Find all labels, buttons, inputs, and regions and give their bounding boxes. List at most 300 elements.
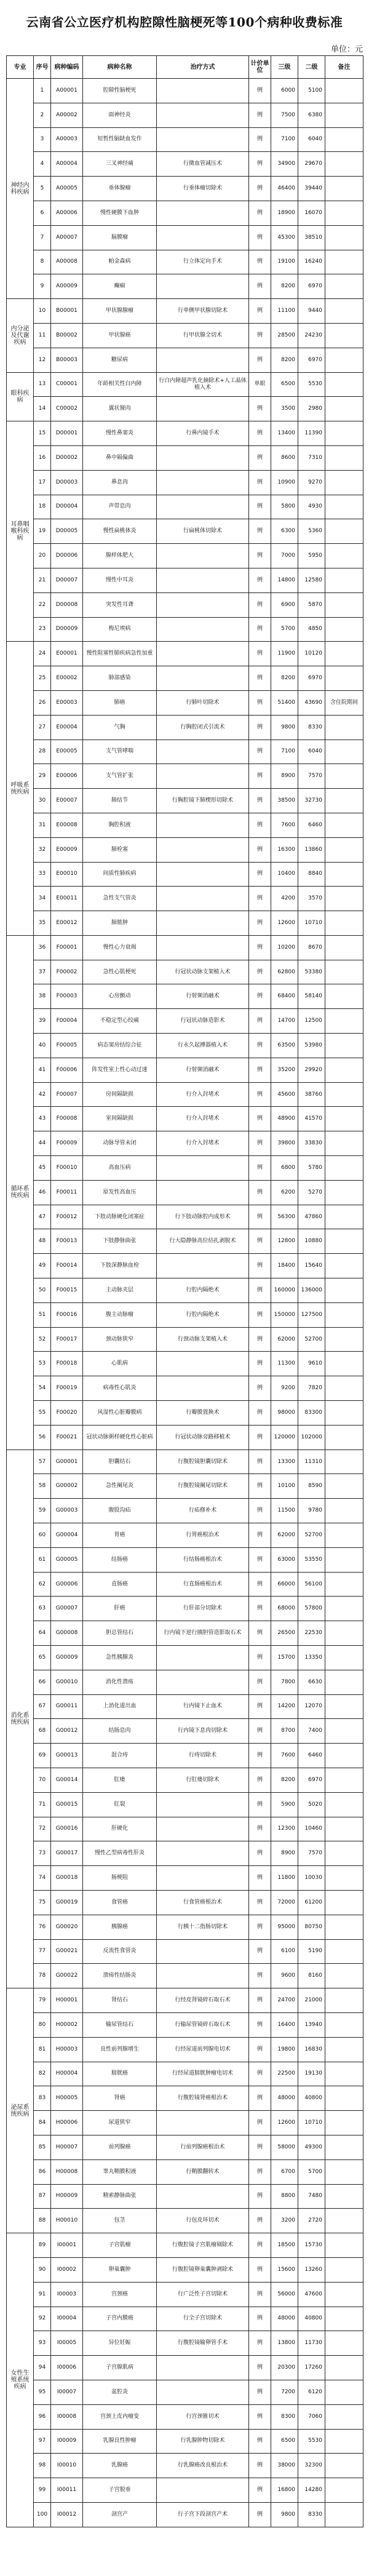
- method-cell: 行内镜下止血术: [157, 1694, 249, 1719]
- code-cell: F00010: [51, 1156, 83, 1181]
- unit-cell: 例: [249, 397, 271, 421]
- method-cell: [157, 887, 249, 911]
- table-row: [7, 2012, 363, 2037]
- method-cell: 行大隐静脉高位结扎剥脱术: [157, 1229, 249, 1254]
- unit-cell: 例: [249, 1547, 271, 1572]
- name-cell: 精索静脉曲张: [83, 2184, 157, 2209]
- number-cell: 36: [34, 935, 51, 960]
- number-cell: 49: [34, 1254, 51, 1278]
- table-row: [7, 2184, 363, 2209]
- note-cell: [325, 299, 363, 324]
- table-row: [7, 177, 363, 201]
- code-cell: I00010: [51, 2454, 83, 2478]
- number-cell: 4: [34, 152, 51, 177]
- price-level2-cell: 11390: [298, 421, 325, 446]
- note-cell: [325, 1719, 363, 1744]
- table-row: [7, 911, 363, 936]
- price-level2-cell: 8330: [298, 2502, 325, 2527]
- price-level2-cell: 83300: [298, 1401, 325, 1426]
- code-cell: G00013: [51, 1744, 83, 1768]
- note-cell: [325, 911, 363, 936]
- table-row: [7, 1474, 363, 1499]
- unit-cell: 例: [249, 348, 271, 372]
- price-level3-cell: 10900: [271, 470, 298, 495]
- code-cell: A00002: [51, 103, 83, 127]
- note-cell: [325, 2356, 363, 2380]
- number-cell: 40: [34, 1034, 51, 1058]
- number-cell: 75: [34, 1890, 51, 1915]
- name-cell: 慢性中耳炎: [83, 568, 157, 592]
- number-cell: 27: [34, 715, 51, 740]
- number-cell: 73: [34, 1841, 51, 1866]
- note-cell: [325, 1547, 363, 1572]
- name-cell: 不稳定型心绞痛: [83, 1009, 157, 1034]
- price-level3-cell: 16300: [271, 837, 298, 862]
- price-level2-cell: 11730: [298, 2331, 325, 2356]
- price-level3-cell: 68400: [271, 984, 298, 1009]
- number-cell: 86: [34, 2159, 51, 2184]
- unit-cell: 例: [249, 299, 271, 324]
- name-cell: 宫颈癌: [83, 2282, 157, 2307]
- table-row: [7, 1694, 363, 1719]
- unit-cell: 例: [249, 2209, 271, 2233]
- method-cell: 行鼻内镜手术: [157, 421, 249, 446]
- unit-cell: 例: [249, 2331, 271, 2356]
- name-cell: 胰腺癌: [83, 1915, 157, 1939]
- note-cell: [325, 372, 363, 397]
- unit-cell: 例: [249, 1792, 271, 1817]
- note-cell: [325, 1744, 363, 1768]
- note-cell: [325, 445, 363, 470]
- table-row: [7, 1621, 363, 1646]
- method-cell: 行内镜下逆行胰胆管造影取石术: [157, 1621, 249, 1646]
- table-row: [7, 2086, 363, 2111]
- number-cell: 34: [34, 887, 51, 911]
- note-cell: [325, 2307, 363, 2331]
- unit-cell: 例: [249, 1327, 271, 1352]
- name-cell: 突发性耳聋: [83, 592, 157, 617]
- name-cell: 急性胰腺炎: [83, 1646, 157, 1670]
- code-cell: I00008: [51, 2404, 83, 2429]
- unit-cell: 例: [249, 421, 271, 446]
- code-cell: F00009: [51, 1131, 83, 1156]
- note-cell: [325, 1009, 363, 1034]
- table-row: [7, 1205, 363, 1229]
- table-row: [7, 2356, 363, 2380]
- code-cell: I00006: [51, 2356, 83, 2380]
- price-level2-cell: 9440: [298, 299, 325, 324]
- price-level2-cell: 32300: [298, 2454, 325, 2478]
- unit-cell: 例: [249, 862, 271, 887]
- unit-cell: 例: [249, 274, 271, 299]
- number-cell: 80: [34, 2012, 51, 2037]
- number-cell: 20: [34, 544, 51, 568]
- note-cell: [325, 1376, 363, 1401]
- method-cell: 行疝修补术: [157, 1499, 249, 1523]
- method-cell: [157, 103, 249, 127]
- number-cell: 55: [34, 1401, 51, 1426]
- note-cell: [325, 1768, 363, 1792]
- code-cell: G00011: [51, 1694, 83, 1719]
- price-level3-cell: 3200: [271, 2209, 298, 2233]
- note-cell: [325, 2454, 363, 2478]
- number-cell: 77: [34, 1939, 51, 1964]
- price-level3-cell: 18900: [271, 201, 298, 225]
- number-cell: 71: [34, 1792, 51, 1817]
- note-cell: [325, 764, 363, 789]
- name-cell: 结肠癌: [83, 1547, 157, 1572]
- name-cell: 急性心肌梗死: [83, 960, 157, 984]
- method-cell: [157, 935, 249, 960]
- price-level3-cell: 11500: [271, 1499, 298, 1523]
- number-cell: 43: [34, 1107, 51, 1131]
- method-cell: [157, 2380, 249, 2404]
- number-cell: 9: [34, 274, 51, 299]
- number-cell: 84: [34, 2111, 51, 2135]
- number-cell: 87: [34, 2184, 51, 2209]
- method-cell: [157, 2184, 249, 2209]
- note-cell: [325, 813, 363, 837]
- price-level2-cell: 56100: [298, 1572, 325, 1597]
- price-level2-cell: 6630: [298, 1670, 325, 1694]
- name-cell: 腔隙性脑梗死: [83, 79, 157, 103]
- code-cell: C00002: [51, 397, 83, 421]
- price-level2-cell: 7060: [298, 2404, 325, 2429]
- name-cell: 腹主动脉瘤: [83, 1302, 157, 1327]
- price-level2-cell: 17260: [298, 2356, 325, 2380]
- unit-cell: 例: [249, 1866, 271, 1891]
- method-cell: 行甲状腺全切术: [157, 323, 249, 348]
- unit-cell: 例: [249, 2380, 271, 2404]
- method-cell: 行结肠癌根治术: [157, 1547, 249, 1572]
- table-row: [7, 1915, 363, 1939]
- table-row: [7, 2135, 363, 2159]
- name-cell: 包茎: [83, 2209, 157, 2233]
- note-cell: [325, 935, 363, 960]
- method-cell: [157, 666, 249, 691]
- unit-cell: 例: [249, 1988, 271, 2013]
- price-level2-cell: 6040: [298, 127, 325, 152]
- price-level3-cell: 150000: [271, 1302, 298, 1327]
- method-cell: [157, 592, 249, 617]
- specialty-cell: 呼吸系统疾病: [7, 642, 34, 936]
- unit-cell: 例: [249, 1841, 271, 1866]
- price-level3-cell: 7600: [271, 813, 298, 837]
- specialty-cell: 消化系统疾病: [7, 1449, 34, 1988]
- price-level2-cell: 7820: [298, 1376, 325, 1401]
- code-cell: G00001: [51, 1449, 83, 1474]
- number-cell: 19: [34, 519, 51, 544]
- method-cell: 行介入封堵术: [157, 1131, 249, 1156]
- name-cell: 甲状腺癌: [83, 323, 157, 348]
- code-cell: F00012: [51, 1205, 83, 1229]
- code-cell: I00011: [51, 2478, 83, 2503]
- note-cell: [325, 2257, 363, 2282]
- price-level2-cell: 40800: [298, 2307, 325, 2331]
- table-row: [7, 837, 363, 862]
- price-level2-cell: 3570: [298, 887, 325, 911]
- name-cell: 三叉神经痛: [83, 152, 157, 177]
- unit-cell: 例: [249, 1474, 271, 1499]
- code-cell: D00005: [51, 519, 83, 544]
- price-level2-cell: 5100: [298, 79, 325, 103]
- number-cell: 78: [34, 1964, 51, 1988]
- method-cell: [157, 495, 249, 519]
- price-level3-cell: 56000: [271, 2282, 298, 2307]
- note-cell: [325, 127, 363, 152]
- code-cell: D00006: [51, 544, 83, 568]
- name-cell: 反流性食管炎: [83, 1939, 157, 1964]
- col-note: 备注: [325, 56, 363, 79]
- price-level2-cell: 10880: [298, 1229, 325, 1254]
- note-cell: [325, 79, 363, 103]
- code-cell: F00007: [51, 1082, 83, 1107]
- unit-cell: 例: [249, 1817, 271, 1841]
- method-cell: [157, 862, 249, 887]
- name-cell: 肠梗阻: [83, 1866, 157, 1891]
- name-cell: 子宫内膜癌: [83, 2307, 157, 2331]
- number-cell: 38: [34, 984, 51, 1009]
- price-level3-cell: 35200: [271, 1058, 298, 1082]
- method-cell: 行扁桃体切除术: [157, 519, 249, 544]
- number-cell: 98: [34, 2454, 51, 2478]
- price-level2-cell: 6380: [298, 103, 325, 127]
- number-cell: 16: [34, 445, 51, 470]
- unit-cell: 例: [249, 568, 271, 592]
- unit-cell: 例: [249, 1523, 271, 1548]
- method-cell: 行立体定向手术: [157, 250, 249, 274]
- note-cell: [325, 103, 363, 127]
- name-cell: 翼状胬肉: [83, 397, 157, 421]
- price-level3-cell: 7500: [271, 103, 298, 127]
- table-row: [7, 1768, 363, 1792]
- name-cell: 胸腔积液: [83, 813, 157, 837]
- price-level2-cell: 5780: [298, 1156, 325, 1181]
- price-level2-cell: 15730: [298, 2233, 325, 2258]
- method-cell: [157, 1352, 249, 1376]
- table-row: [7, 2209, 363, 2233]
- price-level3-cell: 22500: [271, 2062, 298, 2086]
- name-cell: 乳腺癌: [83, 2454, 157, 2478]
- code-cell: G00008: [51, 1621, 83, 1646]
- method-cell: 行微血管减压术: [157, 152, 249, 177]
- price-level3-cell: 18500: [271, 2233, 298, 2258]
- code-cell: I00007: [51, 2380, 83, 2404]
- price-level2-cell: 8330: [298, 715, 325, 740]
- number-cell: 22: [34, 592, 51, 617]
- method-cell: [157, 445, 249, 470]
- number-cell: 88: [34, 2209, 51, 2233]
- method-cell: [157, 1817, 249, 1841]
- name-cell: 胆总管结石: [83, 1621, 157, 1646]
- price-level3-cell: 38500: [271, 789, 298, 813]
- price-level3-cell: 45600: [271, 1082, 298, 1107]
- name-cell: 癫痫: [83, 274, 157, 299]
- name-cell: 良性前列腺增生: [83, 2037, 157, 2062]
- code-cell: G00005: [51, 1547, 83, 1572]
- price-level2-cell: 6120: [298, 2380, 325, 2404]
- method-cell: [157, 225, 249, 250]
- price-level3-cell: 7100: [271, 127, 298, 152]
- note-cell: [325, 2429, 363, 2454]
- name-cell: 卵巢囊肿: [83, 2257, 157, 2282]
- code-cell: E00011: [51, 887, 83, 911]
- unit-cell: 例: [249, 837, 271, 862]
- table-row: [7, 323, 363, 348]
- name-cell: 糖尿病: [83, 348, 157, 372]
- method-cell: 行食管癌根治术: [157, 1890, 249, 1915]
- price-level2-cell: 8590: [298, 1474, 325, 1499]
- price-level3-cell: 9200: [271, 1376, 298, 1401]
- price-level2-cell: 7310: [298, 445, 325, 470]
- price-level3-cell: 13400: [271, 421, 298, 446]
- method-cell: [157, 1841, 249, 1866]
- unit-cell: 例: [249, 323, 271, 348]
- unit-cell: 例: [249, 2086, 271, 2111]
- price-level3-cell: 12800: [271, 1229, 298, 1254]
- price-level2-cell: 8840: [298, 862, 325, 887]
- number-cell: 32: [34, 837, 51, 862]
- number-cell: 94: [34, 2356, 51, 2380]
- number-cell: 76: [34, 1915, 51, 1939]
- method-cell: [157, 1670, 249, 1694]
- price-level2-cell: 11310: [298, 1449, 325, 1474]
- name-cell: 原发性高血压: [83, 1180, 157, 1205]
- unit-cell: 例: [249, 1302, 271, 1327]
- code-cell: G00003: [51, 1499, 83, 1523]
- specialty-cell: 神经内科疾病: [7, 79, 34, 299]
- table-row: [7, 984, 363, 1009]
- table-row: [7, 2307, 363, 2331]
- note-cell: [325, 1915, 363, 1939]
- code-cell: G00014: [51, 1768, 83, 1792]
- name-cell: 前列腺癌: [83, 2135, 157, 2159]
- method-cell: [157, 127, 249, 152]
- unit-cell: 例: [249, 1939, 271, 1964]
- price-level2-cell: 13260: [298, 2257, 325, 2282]
- col-specialty: 专业: [7, 56, 34, 79]
- note-cell: [325, 862, 363, 887]
- specialty-cell: 眼科疾病: [7, 372, 34, 421]
- unit-cell: 例: [249, 2012, 271, 2037]
- number-cell: 70: [34, 1768, 51, 1792]
- method-cell: [157, 1866, 249, 1891]
- number-cell: 41: [34, 1058, 51, 1082]
- table-row: [7, 2233, 363, 2258]
- unit-cell: 例: [249, 1229, 271, 1254]
- code-cell: H00010: [51, 2209, 83, 2233]
- specialty-cell: 循环系统疾病: [7, 935, 34, 1449]
- price-level2-cell: 40800: [298, 2086, 325, 2111]
- table-row: [7, 813, 363, 837]
- price-level3-cell: 38000: [271, 2454, 298, 2478]
- unit-cell: 例: [249, 2184, 271, 2209]
- table-row: [7, 1302, 363, 1327]
- method-cell: [157, 1254, 249, 1278]
- price-level3-cell: 72000: [271, 1890, 298, 1915]
- code-cell: E00005: [51, 740, 83, 764]
- unit-cell: 例: [249, 2404, 271, 2429]
- code-cell: F00005: [51, 1034, 83, 1058]
- price-level2-cell: 14280: [298, 2478, 325, 2503]
- number-cell: 50: [34, 1278, 51, 1303]
- price-level3-cell: 10100: [271, 1474, 298, 1499]
- number-cell: 67: [34, 1694, 51, 1719]
- number-cell: 89: [34, 2233, 51, 2258]
- name-cell: 支气管扩张: [83, 764, 157, 789]
- number-cell: 10: [34, 299, 51, 324]
- number-cell: 53: [34, 1352, 51, 1376]
- price-level3-cell: 18400: [271, 1254, 298, 1278]
- unit-cell: 例: [249, 2454, 271, 2478]
- number-cell: 28: [34, 740, 51, 764]
- table-row: [7, 1131, 363, 1156]
- name-cell: 慢性乙型病毒性肝炎: [83, 1841, 157, 1866]
- unit-cell: 例: [249, 519, 271, 544]
- method-cell: [157, 1180, 249, 1205]
- price-level3-cell: 26500: [271, 1621, 298, 1646]
- note-cell: [325, 887, 363, 911]
- price-level3-cell: 8200: [271, 348, 298, 372]
- code-cell: D00001: [51, 421, 83, 446]
- price-level3-cell: 34900: [271, 152, 298, 177]
- note-cell: [325, 1841, 363, 1866]
- price-level3-cell: 9800: [271, 715, 298, 740]
- name-cell: 子宫腺肌病: [83, 2356, 157, 2380]
- table-row: [7, 397, 363, 421]
- code-cell: E00007: [51, 789, 83, 813]
- name-cell: 脑膜瘤: [83, 225, 157, 250]
- price-level3-cell: 11300: [271, 1352, 298, 1376]
- table-row: [7, 1939, 363, 1964]
- name-cell: 直肠癌: [83, 1572, 157, 1597]
- unit-cell: 例: [249, 592, 271, 617]
- price-level2-cell: 5020: [298, 1792, 325, 1817]
- price-level3-cell: 14200: [271, 1694, 298, 1719]
- table-row: [7, 274, 363, 299]
- table-row: [7, 152, 363, 177]
- price-level3-cell: 13300: [271, 1449, 298, 1474]
- price-level3-cell: 66000: [271, 1572, 298, 1597]
- price-level3-cell: 120000: [271, 1425, 298, 1449]
- table-row: [7, 79, 363, 103]
- number-cell: 18: [34, 495, 51, 519]
- table-row: [7, 348, 363, 372]
- price-level2-cell: 29920: [298, 1058, 325, 1082]
- unit-cell: 例: [249, 935, 271, 960]
- table-row: [7, 1744, 363, 1768]
- unit-cell: 例: [249, 1082, 271, 1107]
- number-cell: 48: [34, 1229, 51, 1254]
- unit-cell: 例: [249, 2037, 271, 2062]
- code-cell: E00003: [51, 690, 83, 715]
- note-cell: [325, 1866, 363, 1891]
- code-cell: B00001: [51, 299, 83, 324]
- table-row: [7, 1523, 363, 1548]
- unit-cell: 例: [249, 495, 271, 519]
- unit-cell: 例: [249, 1180, 271, 1205]
- name-cell: 声带息肉: [83, 495, 157, 519]
- price-level2-cell: 80750: [298, 1915, 325, 1939]
- code-cell: A00008: [51, 250, 83, 274]
- name-cell: 慢性扁桃体炎: [83, 519, 157, 544]
- method-cell: 行胰十二指肠切除术: [157, 1915, 249, 1939]
- table-row: [7, 935, 363, 960]
- number-cell: 69: [34, 1744, 51, 1768]
- price-level3-cell: 28500: [271, 323, 298, 348]
- price-level3-cell: 12600: [271, 911, 298, 936]
- name-cell: 睾丸鞘膜积液: [83, 2159, 157, 2184]
